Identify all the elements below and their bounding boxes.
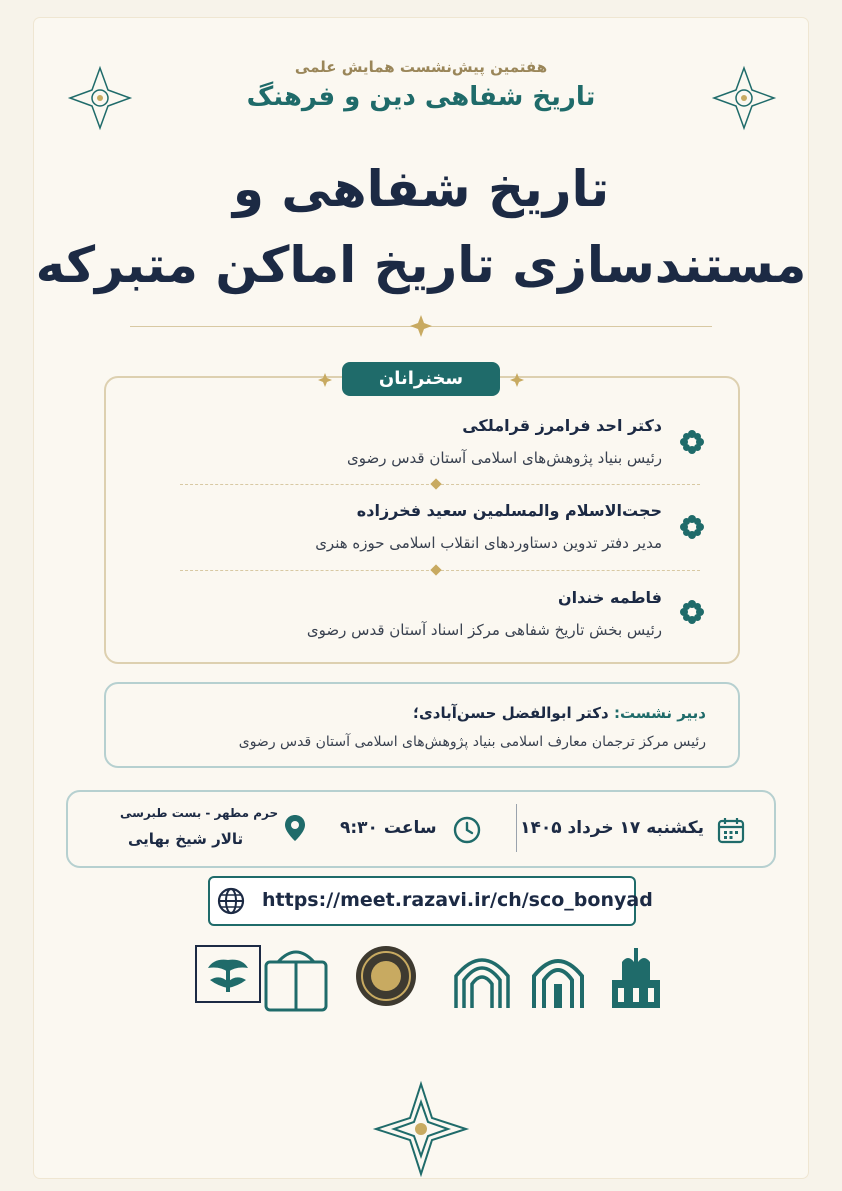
organization-logo bbox=[258, 940, 334, 1036]
clock-icon bbox=[452, 815, 482, 845]
info-separator bbox=[516, 804, 517, 852]
speaker-item bbox=[315, 501, 662, 552]
event-series-label: هفتمین پیش‌نشست همایش علمی bbox=[294, 58, 548, 76]
bottom-ornament-icon bbox=[372, 1080, 470, 1178]
speaker-name: دکتر احد فرامرز قراملکی bbox=[462, 416, 662, 435]
divider-ornament-icon bbox=[409, 314, 433, 338]
secretary-line bbox=[413, 704, 706, 722]
speaker-item bbox=[307, 588, 662, 639]
organization-logo bbox=[444, 940, 520, 1036]
location-pin-icon bbox=[280, 813, 310, 843]
pill-ornament-icon bbox=[318, 372, 332, 386]
organization-logo bbox=[598, 940, 674, 1036]
flower-bullet-icon bbox=[678, 513, 706, 541]
calendar-icon bbox=[716, 815, 746, 845]
speaker-role: رئیس بخش تاریخ شفاهی مرکز اسناد آستان قدس رضوی bbox=[306, 621, 662, 639]
speaker-name: حجت‌الاسلام والمسلمین سعید فخرزاده bbox=[356, 501, 662, 520]
pill-ornament-icon bbox=[510, 372, 524, 386]
secretary-label: دبیر نشست: bbox=[613, 704, 706, 722]
page-title-line1: تاریخ شفاهی و bbox=[232, 160, 610, 218]
speaker-role: رئیس بنیاد پژوهش‌های اسلامی آستان قدس رضوی bbox=[347, 449, 662, 467]
speaker-item bbox=[347, 416, 662, 467]
event-place-line1: حرم مطهر - بست طبرسی bbox=[120, 806, 279, 820]
speakers-section-label: سخنرانان bbox=[342, 362, 500, 396]
event-time: ساعت ۹:۳۰ bbox=[340, 818, 437, 838]
flower-bullet-icon bbox=[678, 428, 706, 456]
speaker-name: فاطمه خندان bbox=[558, 588, 662, 607]
event-date: یکشنبه ۱۷ خرداد ۱۴۰۵ bbox=[520, 818, 704, 838]
organization-logo bbox=[190, 940, 266, 1036]
organization-logo bbox=[348, 940, 424, 1036]
secretary-panel bbox=[104, 682, 740, 768]
flower-bullet-icon bbox=[678, 598, 706, 626]
secretary-name: دکتر ابوالفضل حسن‌آبادی؛ bbox=[413, 704, 609, 722]
secretary-role: رئیس مرکز ترجمان معارف اسلامی بنیاد پژوهش‌های اسلامی آستان قدس رضوی bbox=[238, 734, 706, 750]
event-place-line2: تالار شیخ بهایی bbox=[128, 830, 244, 848]
page-title-line2: مستندسازی تاریخ اماکن متبرکه bbox=[35, 236, 807, 294]
conference-name: تاریخ شفاهی دین و فرهنگ bbox=[246, 82, 596, 112]
globe-icon bbox=[216, 886, 246, 916]
organization-logo bbox=[520, 940, 596, 1036]
speaker-role: مدیر دفتر تدوین دستاوردهای انقلاب اسلامی حوزه هنری bbox=[315, 534, 662, 552]
online-link-url[interactable]: https://meet.razavi.ir/ch/sco_bonyad bbox=[262, 889, 653, 911]
